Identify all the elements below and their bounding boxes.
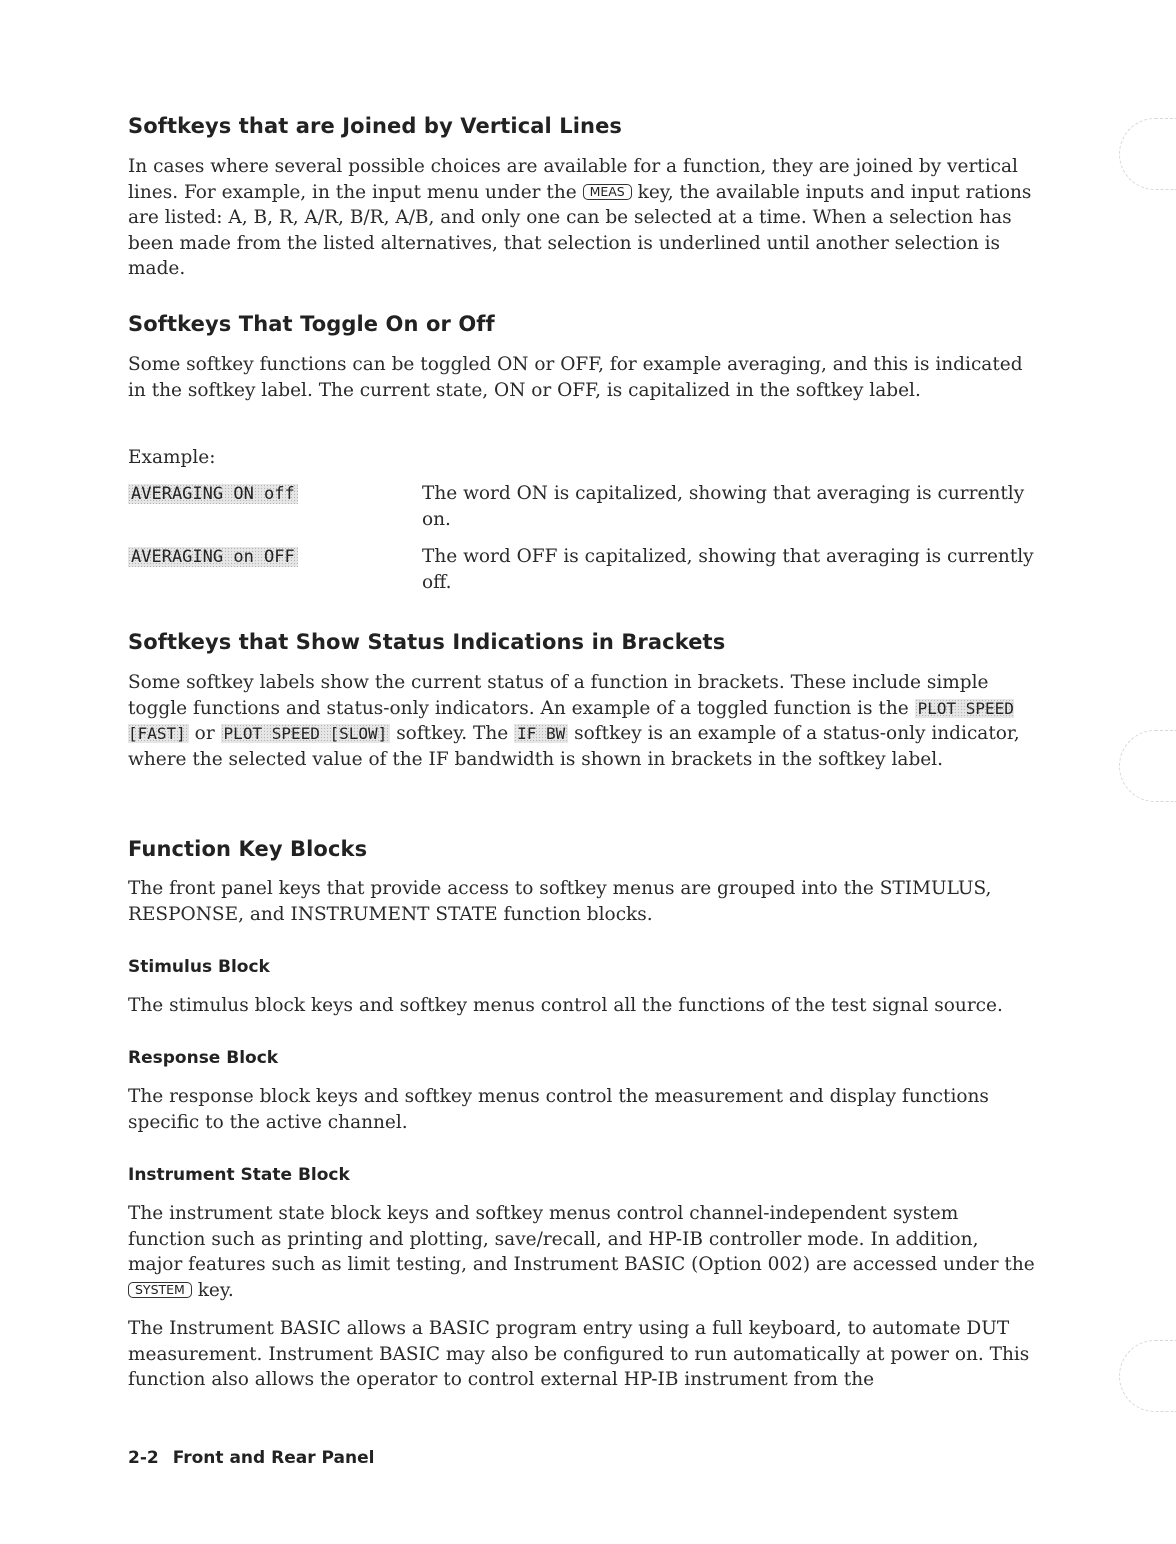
subheading-instrument-state: Instrument State Block <box>128 1165 350 1185</box>
paragraph-text: softkey. The <box>390 723 515 744</box>
meas-hardkey: MEAS <box>583 184 632 200</box>
footer-title: Front and Rear Panel <box>172 1448 375 1468</box>
example-label: Example: <box>128 447 216 468</box>
subheading-response: Response Block <box>128 1048 279 1068</box>
paragraph-text: key, the available inputs and input rations are listed: A, B, R, A/R, B/R, A/B, and only one can be selected at a time. When a selection has been made from the listed alternatives, that selection is underlined until another selection is made. <box>128 181 1032 279</box>
subheading-stimulus: Stimulus Block <box>128 957 270 977</box>
section-heading-function-blocks: Function Key Blocks <box>128 837 368 861</box>
softkey-if-bw: IF BW <box>514 724 568 743</box>
page-footer <box>128 1448 374 1468</box>
paragraph-response: The response block keys and softkey menus control the measurement and display functions specific to the active channel. <box>128 1086 989 1133</box>
example-description: The word OFF is capitalized, showing that averaging is currently off. <box>422 546 1034 593</box>
punch-hole-mark <box>1119 730 1176 802</box>
paragraph-toggle: Some softkey functions can be toggled ON or OFF, for example averaging, and this is indicated in the softkey label. The current state, ON or OFF, is capitalized in the softkey label. <box>128 354 1023 401</box>
paragraph-instrument-state <box>128 1201 1038 1303</box>
page-number: 2-2 <box>128 1448 159 1468</box>
paragraph-brackets <box>128 670 1038 772</box>
paragraph-text: key. <box>191 1279 234 1301</box>
section-heading-vertical-lines: Softkeys that are Joined by Vertical Lines <box>128 114 623 138</box>
softkey-averaging-on: AVERAGING ON off <box>128 484 298 504</box>
punch-hole-mark <box>1119 118 1176 190</box>
system-hardkey: SYSTEM <box>128 1282 192 1298</box>
paragraph-function-blocks: The front panel keys that provide access to softkey menus are grouped into the STIMULUS, RESPONSE, and INSTRUMENT STATE function blocks. <box>128 878 992 925</box>
paragraph-instrument-basic: The Instrument BASIC allows a BASIC program entry using a full keyboard, to automate DUT measurement. Instrument BASIC may also be configured to run automatically at power on. This function also allows the operator to control external HP-IB instrument from the <box>128 1318 1030 1390</box>
paragraph-stimulus: The stimulus block keys and softkey menus control all the functions of the test signal source. <box>128 995 1003 1016</box>
paragraph-text: In cases where several possible choices are available for a function, they are joined by vertical lines. For example, in the input menu under the <box>128 156 1018 203</box>
paragraph-text: Some softkey labels show the current status of a function in brackets. These include simple toggle functions and status-only indicators. An example of a toggled function is the <box>128 672 989 719</box>
paragraph-text: or <box>188 723 221 744</box>
example-description: The word ON is capitalized, showing that averaging is currently on. <box>422 483 1025 530</box>
paragraph-vertical-lines <box>128 154 1038 282</box>
softkey-plot-speed-fast: PLOT SPEED [FAST] <box>128 698 1014 743</box>
softkey-plot-speed-slow: PLOT SPEED [SLOW] <box>221 724 391 743</box>
softkey-averaging-off: AVERAGING on OFF <box>128 547 298 567</box>
punch-hole-mark <box>1119 1340 1176 1412</box>
paragraph-text: softkey is an example of a status-only indicator, where the selected value of the IF bandwidth is shown in brackets in the softkey label. <box>128 723 1020 770</box>
section-heading-toggle: Softkeys That Toggle On or Off <box>128 312 495 336</box>
paragraph-text: The instrument state block keys and softkey menus control channel-independent system function such as printing and plotting, save/recall, and HP-IB controller mode. In addition, major features such as limit testing, and Instrument BASIC (Option 002) are accessed under the <box>128 1203 1035 1275</box>
section-heading-brackets: Softkeys that Show Status Indications in Brackets <box>128 630 726 654</box>
